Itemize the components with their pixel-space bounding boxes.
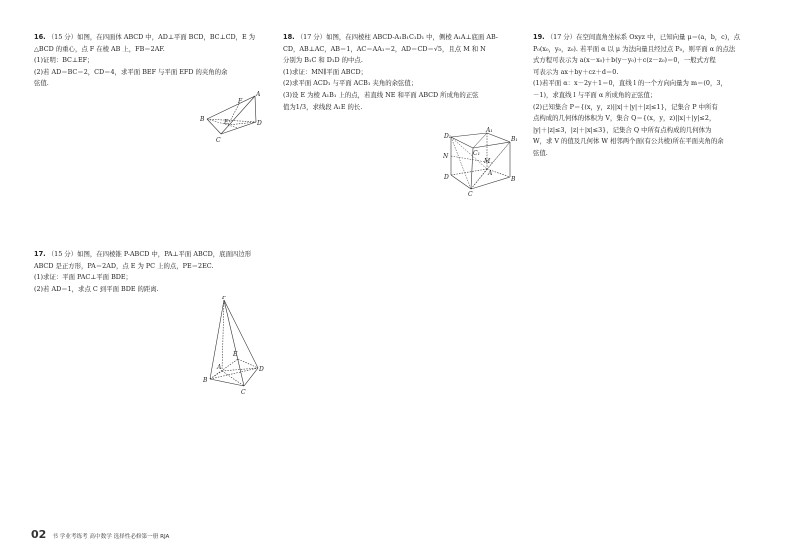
problem-text: (2)已知集合 P＝{(x，y，z)||x|＋|y|＋|z|≤1}，记集合 P 中所有 xyxy=(533,102,718,111)
problem-text: P₀(x₀，y₀，z₀). 若平面 α 以 μ 为法向量且经过点 P₀，则平面 α 的点法 xyxy=(533,44,736,53)
label-D: D xyxy=(257,120,262,127)
label-B: B xyxy=(511,176,516,183)
page-footer xyxy=(31,528,169,541)
problem-16 xyxy=(34,32,274,90)
label-N: N xyxy=(443,153,449,160)
problem-text: 分别为 B₁C 和 D₁D 的中点. xyxy=(283,56,363,65)
pyramid-figure xyxy=(200,296,270,398)
problem-text: （15 分）如图，在四面体 ABCD 中，AD⊥平面 BCD，BC⊥CD，E 为 xyxy=(47,33,256,41)
label-A1: A₁ xyxy=(486,127,493,134)
problem-text: (2)若 AD＝BC＝2，CD＝4，求平面 BEF 与平面 EFD 的夹角的余 xyxy=(34,67,228,76)
label-C: C xyxy=(468,191,473,198)
footer-text: 书 学业考练考 高中数学 选择性必修第一册 RJA xyxy=(52,534,170,540)
label-E: E xyxy=(224,119,229,126)
label-P: P xyxy=(222,296,227,301)
label-B1: B₁ xyxy=(511,136,518,143)
problem-text: 弦值. xyxy=(533,148,548,157)
label-D: D xyxy=(444,174,449,181)
problem-text: （17 分）如图，在四棱柱 ABCD-A₁B₁C₁D₁ 中，侧棱 A₁A⊥底面 AB- xyxy=(296,33,498,41)
problem-number: 19. xyxy=(533,33,545,41)
problem-text: CD，AB⊥AC，AB＝1，AC＝AA₁＝2，AD＝CD＝√5，且点 M 和 N xyxy=(283,44,486,53)
problem-text: (2)求平面 ACD₁ 与平面 ACB₁ 夹角的余弦值； xyxy=(283,79,418,88)
problem-text: （17 分）在空间直角坐标系 Oxyz 中，已知向量 μ＝(a，b，c)，点 xyxy=(546,33,741,41)
tetrahedron-figure xyxy=(198,88,270,146)
problem-text: W，求 V 的值及几何体 W 相邻两个面(有公共棱)所在平面夹角的余 xyxy=(533,137,724,146)
problem-number: 18. xyxy=(283,33,295,41)
label-C: C xyxy=(216,137,221,144)
page-number: 02 xyxy=(31,528,47,541)
problem-text: (1)求证：MN∥平面 ABCD； xyxy=(283,67,367,76)
problem-19 xyxy=(533,32,768,160)
problem-text: 式方程可表示为 a(x－x₀)＋b(y－y₀)＋c(z－z₀)＝0，一般式方程 xyxy=(533,56,716,65)
label-D1: D₁ xyxy=(444,133,452,140)
problem-number: 16. xyxy=(34,33,46,41)
label-A: A xyxy=(256,91,261,98)
label-F: F xyxy=(238,98,243,105)
problem-text: 弦值. xyxy=(34,79,49,88)
problem-text: (3)设 E 为棱 A₁B₁ 上的点，若直线 NE 和平面 ABCD 所成角的正弦 xyxy=(283,90,479,99)
problem-text: (1)若平面 α：x－2y＋1＝0，直线 l 的一个方向向量为 m＝(0，3， xyxy=(533,79,727,88)
label-B: B xyxy=(200,116,205,123)
label-C1: C₁ xyxy=(473,150,480,157)
problem-text: 可表示为 ax＋by＋cz＋d＝0. xyxy=(533,67,619,76)
problem-17 xyxy=(34,249,274,295)
label-E: E xyxy=(233,351,238,358)
problem-text: 值为1/3，求线段 A₁E 的长. xyxy=(283,102,363,111)
label-C: C xyxy=(241,389,246,396)
label-B: B xyxy=(203,377,208,384)
label-M: M xyxy=(484,158,491,165)
problem-number: 17. xyxy=(34,250,46,258)
label-A: A xyxy=(488,170,493,177)
problem-text: △BCD 的重心，点 F 在棱 AB 上，FB＝2AF. xyxy=(34,44,165,53)
problem-text: 点构成的几何体的体积为 V，集合 Q＝{(x，y，z)||x|＋|y|≤2， xyxy=(533,114,716,123)
problem-text: (1)求证：平面 PAC⊥平面 BDE； xyxy=(34,273,132,282)
problem-18 xyxy=(283,32,518,113)
prism-figure xyxy=(440,126,520,198)
problem-text: (2)若 AD＝1，求点 C 到平面 BDE 的距离. xyxy=(34,284,159,293)
problem-text: －1)，求直线 l 与平面 α 所成角的正弦值； xyxy=(533,90,657,99)
problem-text: |y|＋|z|≤3，|z|＋|x|≤3}，记集合 Q 中所有点构成的几何体为 xyxy=(533,125,712,134)
problem-text: (1)证明：BC⊥EF； xyxy=(34,56,94,65)
problem-text: （15 分）如图，在四棱锥 P-ABCD 中，PA⊥平面 ABCD，底面四边形 xyxy=(47,250,252,258)
label-A: A xyxy=(217,364,222,371)
label-D: D xyxy=(259,366,264,373)
problem-text: ABCD 是正方形，PA＝2AD，点 E 为 PC 上的点，PE＝2EC. xyxy=(34,261,214,270)
